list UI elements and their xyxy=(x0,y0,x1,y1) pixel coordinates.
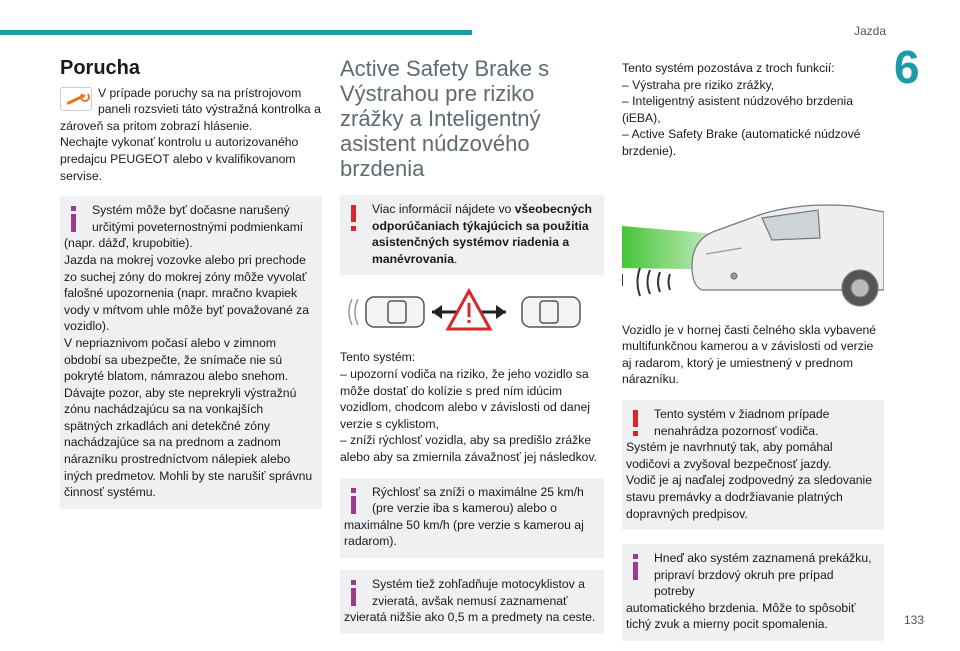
function-2: – Inteligentný asistent núdzového brzdenia (iEBA), xyxy=(622,94,854,125)
warning-box-attention: Tento systém v žiadnom prípade nenahrádza pozornosť vodiča. Systém je navrhnutý tak, aby pomáhal vodičovi a zvyšoval bezpečnosť jazdy. Vodič je aj naďalej zodpovedný za sledovanie stavu premávky a dodržiavanie platných dopravných predpisov. xyxy=(622,400,884,530)
warning-icon xyxy=(348,205,362,233)
car-radar-illustration xyxy=(622,178,884,308)
function-3: – Active Safety Brake (automatické núdzové brzdenie). xyxy=(622,127,861,158)
warning-box-general: Viac informácií nájdete vo všeobecných odporúčaniach týkajúcich sa použitia asistenčných systémov riadenia a manévrovania. xyxy=(340,195,604,275)
collision-warning-illustration xyxy=(340,285,604,341)
system-intro: Tento systém: xyxy=(340,350,416,365)
section-title: Jazda xyxy=(853,24,886,38)
page-number: 133 xyxy=(903,613,924,627)
system-bullet-1: – upozorní vodiča na riziko, že jeho vozidlo sa môže dostať do kolízie s pred ním idúcim vozidlom, chodcom alebo v závislosti od danej verzie s cyklistom, xyxy=(340,366,590,431)
fault-contact-text: Nechajte vykonať kontrolu u autorizovaného predajcu PEUGEOT alebo v kvalifikovanom servise. xyxy=(60,135,299,183)
info-icon xyxy=(348,488,362,516)
wrench-warning-icon xyxy=(60,87,92,111)
column-asb xyxy=(340,56,604,644)
info-box-motorcycles: Systém tiež zohľadňuje motocyklistov a zvieratá, avšak nemusí zaznamenať zvieratá nižšie ako 0,5 m a predmety na ceste. xyxy=(340,570,604,634)
heading-active-safety-brake: Active Safety Brake s Výstrahou pre riziko zrážky a Inteligentný asistent núdzového brzdenia xyxy=(340,56,550,181)
fault-text: V prípade poruchy sa na prístrojovom paneli rozsvieti táto výstražná kontrolka a zároveň sa pritom zobrazí hlásenie. xyxy=(60,85,321,133)
info-box-weather: Systém môže byť dočasne narušený určitými poveternostnými podmienkami (napr. dážď, krupobitie). Jazda na mokrej vozovke alebo pri prechode zo suchej zóny do mokrej zóny môže vyvolať falošné upozornenia (napr. mračno kvapiek vody v mŕtvom uhle môže byť považované za vozidlo). V nepriaznivom počasí alebo v zimnom období sa ubezpečte, že snímače nie sú pokryté blatom, námrazou alebo snehom. Dávajte pozor, aby ste neprekryli výstražnú zónu nachádzajúcu sa na vonkajších spätných zrkadlách ani detekčné zóny nachádzajúce sa na prednom a zadnom nárazníku prostredníctvom nálepiek alebo iných predmetov. Mohli by ste narušiť správnu činnosť systému. xyxy=(60,196,322,509)
danger-triangle-icon xyxy=(448,291,490,329)
column-fault xyxy=(60,56,322,519)
rear-car-icon xyxy=(349,297,424,327)
info-box-brake-circuit: Hneď ako systém zaznamená prekážku, pripraví brzdový okruh pre prípad potreby automatického brzdenia. Môže to spôsobiť tichý zvuk a mierny pocit spomalenia. xyxy=(622,544,884,641)
info-box-speed: Rýchlosť sa zníži o maximálne 25 km/h (pre verzie iba s kamerou) alebo o maximálne 50 km/h (pre verzie s kamerou aj radarom). xyxy=(340,478,604,558)
info-icon xyxy=(348,580,362,608)
header-accent-bar xyxy=(0,30,472,35)
chapter-number: 6 xyxy=(894,41,920,93)
camera-radar-text: Vozidlo je v hornej časti čelného skla vybavené multifunkčnou kamerou a v závislosti od verzie aj radarom, ktorý je umiestnený v prednom nárazníku. xyxy=(622,322,877,387)
info-icon xyxy=(630,554,644,582)
heading-fault: Porucha xyxy=(60,57,141,79)
functions-intro: Tento systém pozostáva z troch funkcií: xyxy=(622,61,835,75)
front-car-icon xyxy=(522,297,580,327)
function-1: – Výstraha pre riziko zrážky, xyxy=(622,77,775,92)
system-bullet-2: – zníži rýchlosť vozidla, aby sa predišlo zrážke alebo aby sa zmiernila závažnosť jej následkov. xyxy=(340,433,598,464)
warning-icon xyxy=(630,410,644,438)
column-functions xyxy=(622,60,884,651)
car-icon xyxy=(692,205,884,306)
sound-waves-icon xyxy=(622,268,670,296)
info-icon xyxy=(68,206,82,234)
